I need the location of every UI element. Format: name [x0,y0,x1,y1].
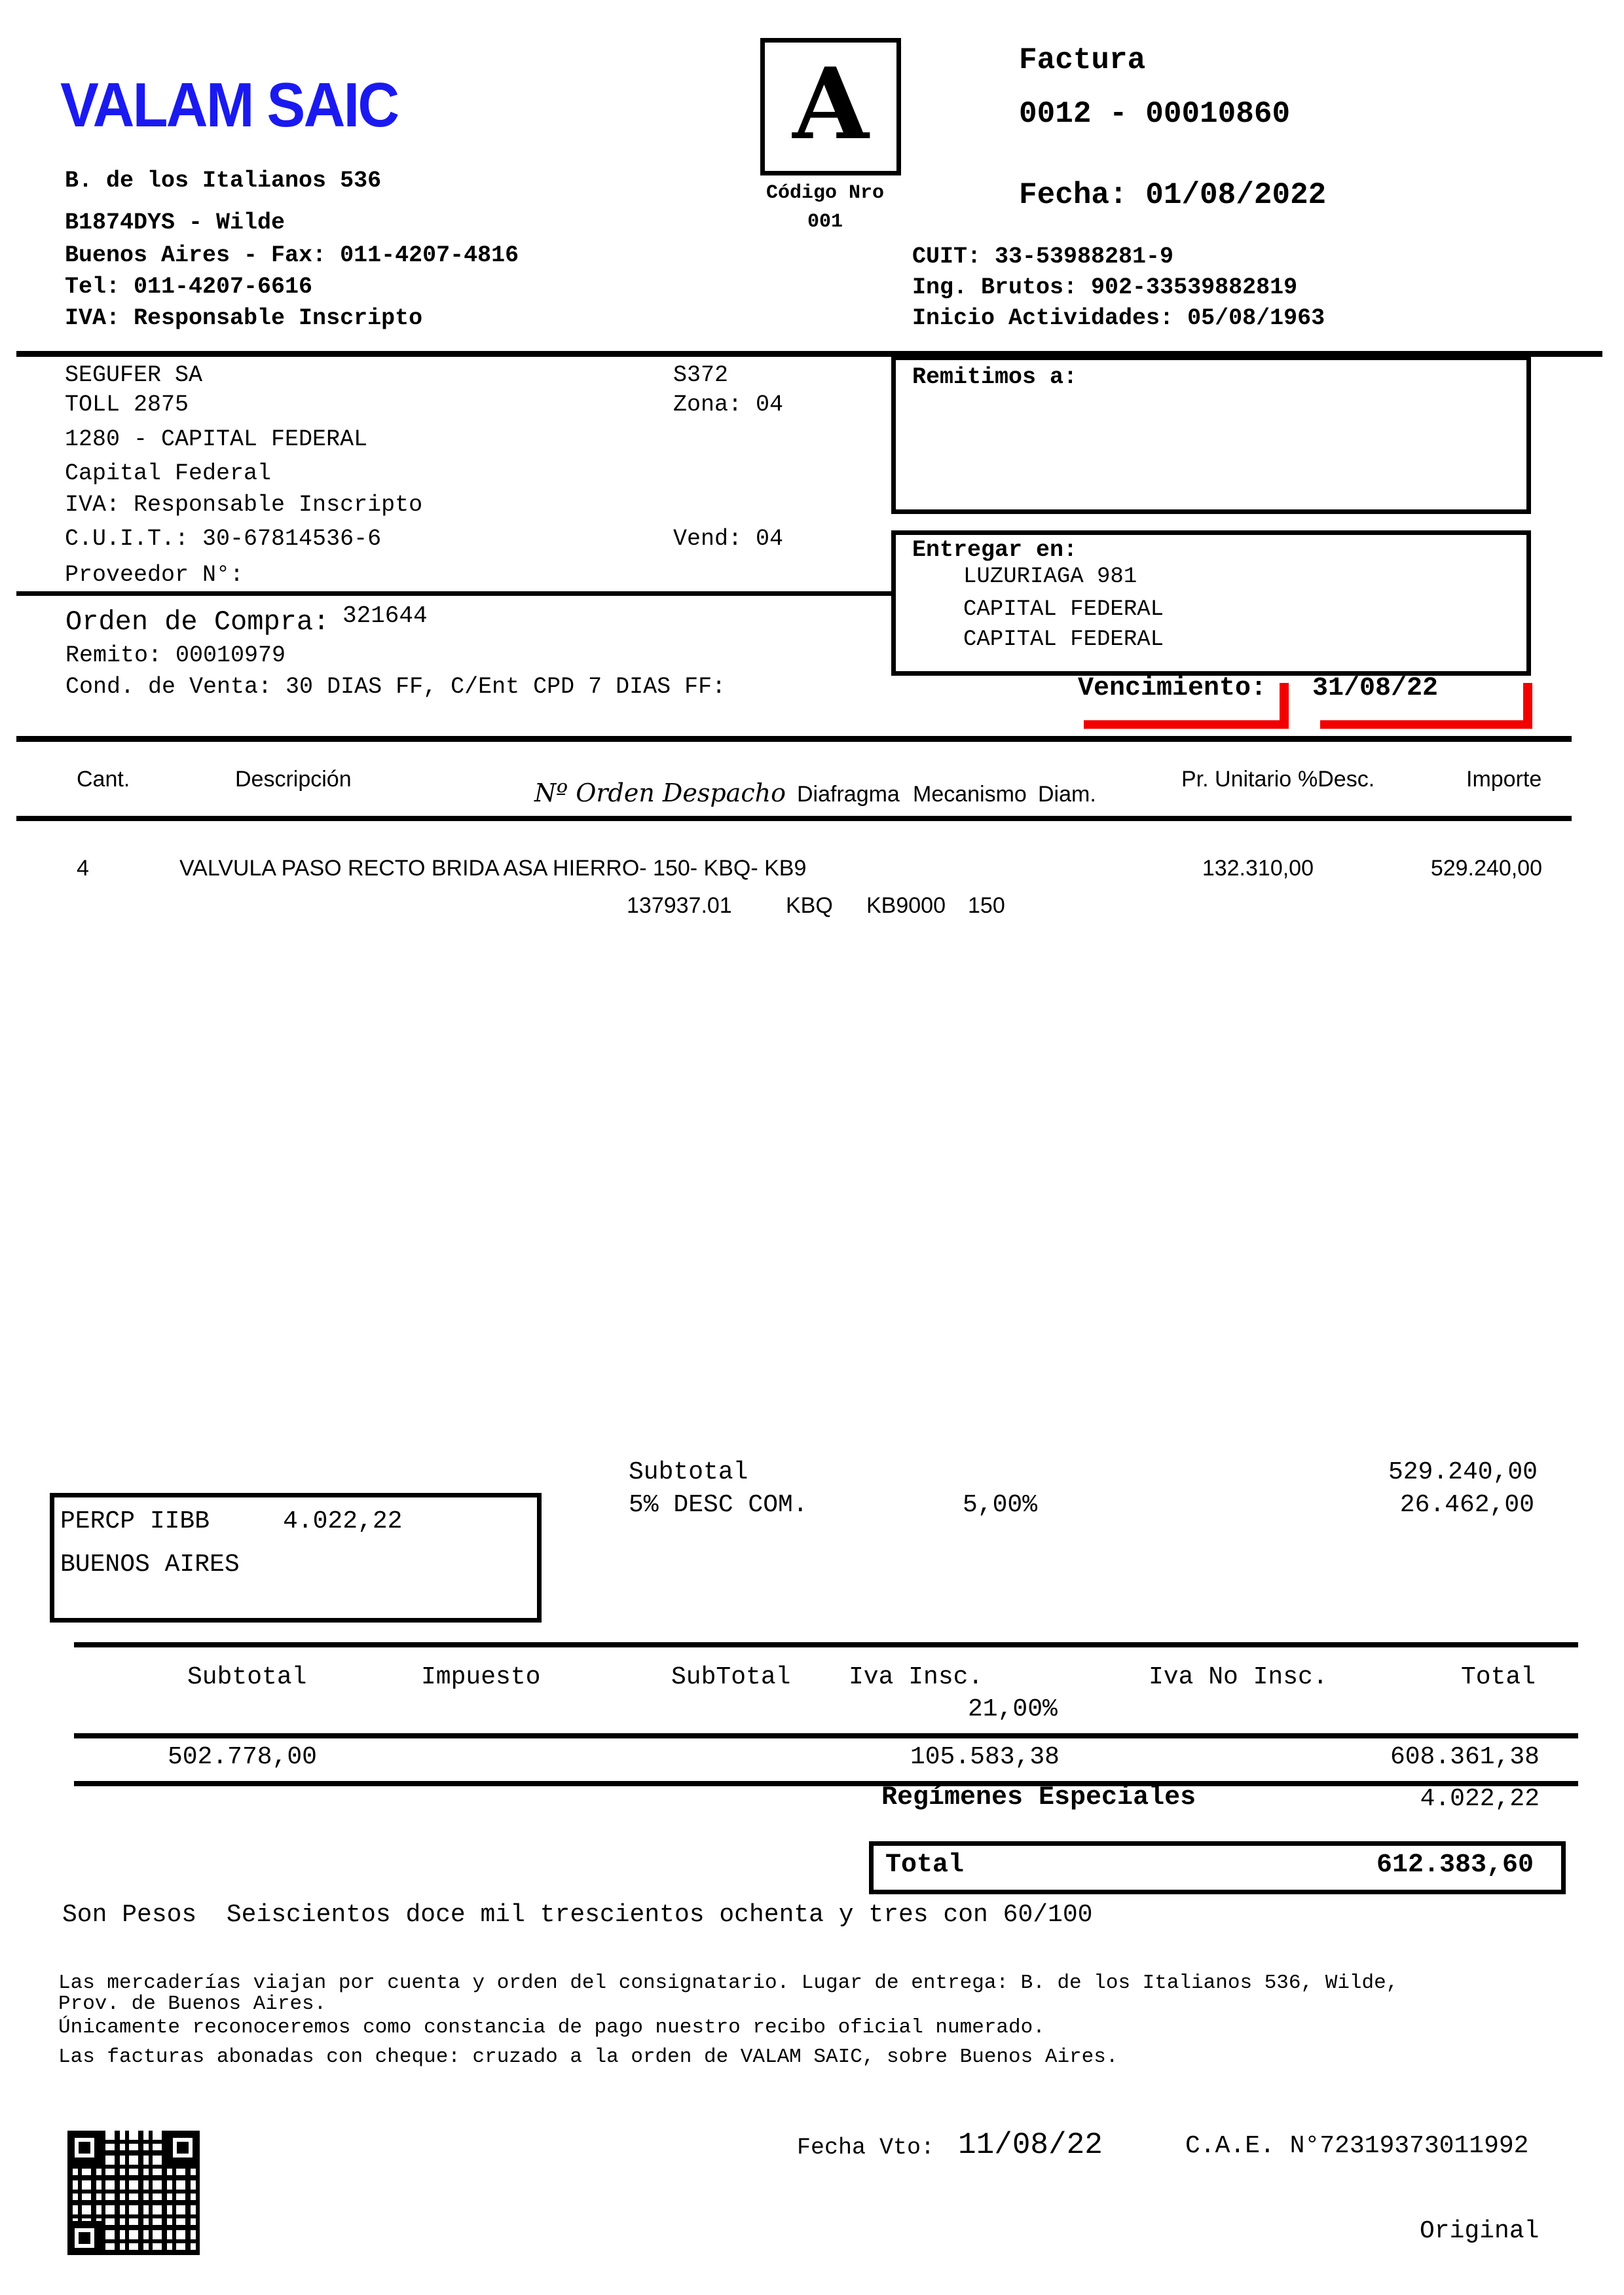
descuento-pct: 5,00% [963,1491,1038,1519]
item-diam: 150 [968,893,1005,918]
customer-postal-city: 1280 - CAPITAL FEDERAL [65,426,368,452]
doc-type: Factura [1019,43,1146,77]
orden-compra-value: 321644 [342,602,428,629]
summary-iva-rate: 21,00% [968,1695,1058,1723]
entregar-label: Entregar en: [912,537,1078,563]
col-header-mecanismo: Mecanismo [913,782,1027,807]
doc-inicio-actividades: Inicio Actividades: 05/08/1963 [912,305,1325,331]
copy-label: Original [1420,2217,1540,2245]
qr-code [67,2131,200,2255]
customer-province: Capital Federal [65,460,272,487]
legal-line-4: Las facturas abonadas con cheque: cruzado a la orden de VALAM SAIC, sobre Buenos Aires. [58,2046,1118,2068]
invoice-letter-box [760,38,901,175]
items-table-top-rule [16,736,1572,742]
summary-header-total: Total [1461,1663,1536,1691]
remito-number: Remito: 00010979 [65,642,286,669]
col-header-cant: Cant. [77,767,130,792]
seller-province-fax: Buenos Aires - Fax: 011-4207-4816 [65,242,519,268]
doc-cuit: CUIT: 33-53988281-9 [912,244,1174,270]
condicion-venta: Cond. de Venta: 30 DIAS FF, C/Ent CPD 7 DIAS FF: [65,674,726,700]
seller-phone: Tel: 011-4207-6616 [65,274,313,300]
vencimiento-label: Vencimiento: [1078,674,1267,703]
fecha-vto-value: 11/08/22 [958,2128,1103,2162]
customer-name: SEGUFER SA [65,362,203,388]
summary-bottom-rule [74,1781,1578,1786]
regimenes-value: 4.022,22 [1420,1785,1540,1813]
items-header-bottom-rule [16,816,1572,821]
doc-date: Fecha: 01/08/2022 [1019,178,1327,212]
customer-section-rule [16,591,891,596]
summary-header-impuesto: Impuesto [421,1663,541,1691]
item-orden-despacho: 137937.01 [627,893,732,918]
vencimiento-red-bracket-right [1320,683,1532,729]
col-header-pr-unitario: Pr. Unitario [1181,767,1292,792]
codigo-nro-value: 001 [807,211,843,233]
summary-header-subtotal: Subtotal [187,1663,307,1691]
col-header-importe: Importe [1466,767,1542,792]
vencimiento-value: 31/08/22 [1312,674,1439,703]
qr-finder-top-right [166,2131,200,2165]
regimenes-label: Regímenes Especiales [881,1783,1196,1812]
descuento-value: 26.462,00 [1399,1491,1534,1519]
entregar-line2: CAPITAL FEDERAL [963,597,1164,622]
item-amount: 529.240,00 [1430,856,1542,881]
summary-value-iva-insc: 105.583,38 [910,1743,1060,1771]
customer-iva: IVA: Responsable Inscripto [65,492,423,518]
summary-top-rule [74,1642,1578,1647]
qr-finder-bottom-left [67,2221,101,2255]
amount-in-words: Son Pesos Seiscientos doce mil trescientos ochenta y tres con 60/100 [62,1901,1093,1929]
seller-postal-city: B1874DYS - Wilde [65,210,286,236]
fecha-vto-label: Fecha Vto: [797,2135,935,2161]
orden-compra-label: Orden de Compra: [65,606,330,638]
customer-street: TOLL 2875 [65,392,189,418]
col-header-desc-pct: %Desc. [1298,767,1375,792]
entregar-line1: LUZURIAGA 981 [963,564,1137,589]
entregar-line3: CAPITAL FEDERAL [963,627,1164,652]
seller-address: B. de los Italianos 536 [65,168,382,194]
subtotal-label: Subtotal [629,1458,748,1486]
summary-value-subtotal: 502.778,00 [167,1743,317,1771]
col-header-descripcion: Descripción [235,767,352,792]
summary-header-iva-no-insc: Iva No Insc. [1149,1663,1328,1691]
subtotal-value: 529.240,00 [1388,1458,1538,1486]
legal-line-2: Prov. de Buenos Aires. [58,1992,327,2015]
item-qty: 4 [77,856,89,881]
remitimos-label: Remitimos a: [912,364,1078,390]
customer-cuit: C.U.I.T.: 30-67814536-6 [65,526,382,552]
doc-number: 0012 - 00010860 [1019,97,1291,131]
cae-number: C.A.E. N°72319373011992 [1185,2132,1529,2160]
customer-code: S372 [673,362,729,388]
item-description: VALVULA PASO RECTO BRIDA ASA HIERRO- 150- KBQ- KB9 [179,856,807,881]
total-label: Total [885,1850,965,1880]
total-value: 612.383,60 [1376,1850,1534,1880]
summary-value-total: 608.361,38 [1390,1743,1540,1771]
col-header-orden-despacho: Nº Orden Despacho [534,779,786,807]
percp-value: 4.022,22 [283,1507,403,1535]
item-diafragma: KBQ [786,893,833,918]
codigo-nro-label: Código Nro [766,182,885,204]
summary-header-subtotal2: SubTotal [671,1663,791,1691]
invoice-letter: A [792,46,869,162]
doc-ing-brutos: Ing. Brutos: 902-33539882819 [912,274,1298,301]
col-header-diam: Diam. [1038,782,1096,807]
col-header-diafragma: Diafragma [797,782,900,807]
item-mecanismo: KB9000 [866,893,946,918]
customer-vend: Vend: 04 [673,526,784,552]
percp-jurisdiction: BUENOS AIRES [60,1551,240,1579]
summary-header-iva-insc: Iva Insc. [849,1663,984,1691]
company-logo: VALAM SAIC [60,70,398,140]
percp-label: PERCP IIBB [60,1507,210,1535]
legal-line-3: Únicamente reconoceremos como constancia de pago nuestro recibo oficial numerado. [58,2016,1045,2039]
vencimiento-red-bracket-left [1084,683,1289,729]
customer-proveedor: Proveedor N°: [65,562,244,588]
item-unit-price: 132.310,00 [1202,856,1314,881]
seller-iva: IVA: Responsable Inscripto [65,305,423,331]
legal-line-1: Las mercaderías viajan por cuenta y orden del consignatario. Lugar de entrega: B. de los Italianos 536, Wilde, [58,1972,1399,1994]
descuento-label: 5% DESC COM. [629,1491,808,1519]
customer-zona: Zona: 04 [673,392,784,418]
summary-mid-rule [74,1733,1578,1738]
qr-finder-top-left [67,2131,101,2165]
